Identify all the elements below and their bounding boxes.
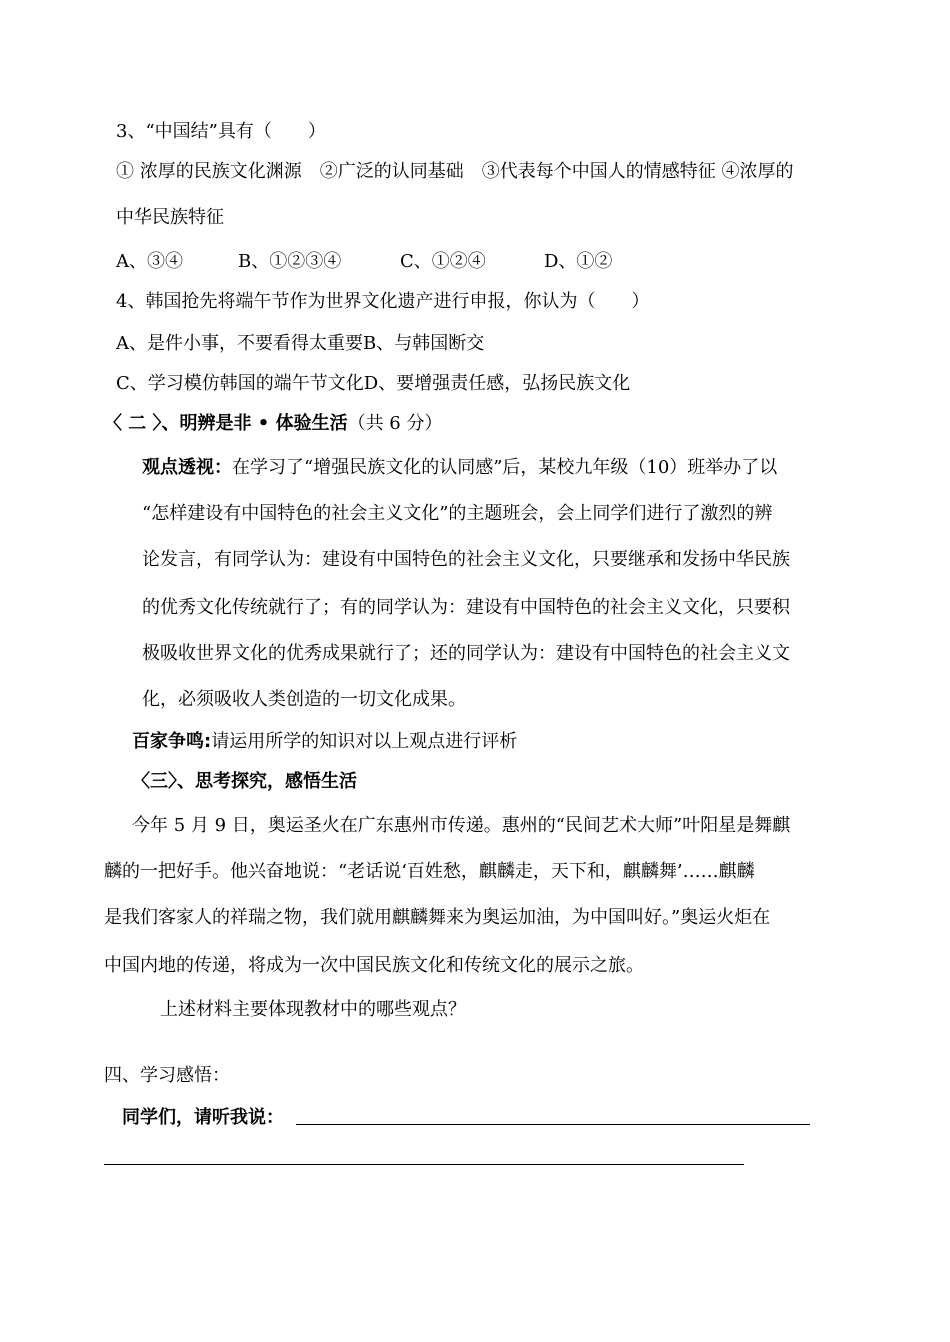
section2-heading bbox=[104, 412, 442, 436]
section3-question: 上述材料主要体现教材中的哪些观点？ bbox=[160, 999, 466, 1020]
q3-option-c: C、①②④ bbox=[400, 251, 486, 272]
q3-option-a: A、③④ bbox=[116, 251, 183, 272]
material-line-3: 是我们客家人的祥瑞之物，我们就用麒麟舞来为奥运加油，为中国叫好。”奥运火炬在 bbox=[104, 907, 771, 928]
section4-prompt: 同学们，请听我说： bbox=[122, 1107, 284, 1128]
material-line-1: 今年 5 月 9 日，奥运圣火在广东惠州市传递。惠州的“民间艺术大师”叶阳星是舞麒 bbox=[132, 815, 791, 836]
section4-heading: 四、学习感悟： bbox=[104, 1065, 230, 1086]
section2-heading-bold: 〈 二 〉、明辨是非 • 体验生活 bbox=[104, 413, 348, 434]
view-line-1 bbox=[142, 456, 777, 480]
view-label: 观点透视： bbox=[142, 457, 232, 478]
answer-line-1[interactable] bbox=[296, 1124, 810, 1125]
view-text-1: 在学习了“增强民族文化的认同感”后，某校九年级（10）班举办了以 bbox=[232, 457, 778, 478]
q3-option-b: B、①②③④ bbox=[238, 251, 342, 272]
view-line-6: 化，必须吸收人类创造的一切文化成果。 bbox=[142, 689, 466, 710]
view-line-4: 的优秀文化传统就行了；有的同学认为：建设有中国特色的社会主义文化，只要积 bbox=[142, 597, 790, 618]
view-line-5: 极吸收世界文化的优秀成果就行了；还的同学认为：建设有中国特色的社会主义文 bbox=[142, 643, 790, 664]
q3-option-d: D、①② bbox=[544, 251, 613, 272]
debate-text: 请运用所学的知识对以上观点进行评析 bbox=[211, 731, 518, 752]
q3-options bbox=[116, 250, 612, 274]
section2-heading-score: （共 6 分） bbox=[347, 413, 443, 434]
debate-label: 百家争鸣: bbox=[132, 731, 212, 752]
view-line-2: “怎样建设有中国特色的社会主义文化”的主题班会，会上同学们进行了激烈的辨 bbox=[142, 503, 773, 524]
view-line-3: 论发言，有同学认为：建设有中国特色的社会主义文化，只要继承和发扬中华民族 bbox=[142, 549, 790, 570]
material-line-4: 中国内地的传递，将成为一次中国民族文化和传统文化的展示之旅。 bbox=[104, 955, 644, 976]
q4-stem: 4、韩国抢先将端午节作为世界文化遗产进行申报，你认为（ ） bbox=[116, 291, 650, 312]
q3-items-line1: ① 浓厚的民族文化渊源 ②广泛的认同基础 ③代表每个中国人的情感特征 ④浓厚的 bbox=[116, 161, 794, 182]
material-line-2: 麟的一把好手。他兴奋地说：“老话说‘百姓愁，麒麟走，天下和，麒麟舞’……麒麟 bbox=[104, 861, 755, 882]
section3-heading: 〈三〉、思考探究，感悟生活 bbox=[132, 771, 357, 792]
q4-options-cd: C、学习模仿韩国的端午节文化D、要增强责任感，弘扬民族文化 bbox=[116, 373, 631, 394]
answer-line-2[interactable] bbox=[104, 1164, 744, 1165]
debate-line bbox=[132, 730, 517, 754]
q3-items-line2: 中华民族特征 bbox=[116, 207, 224, 228]
q3-stem: 3、“中国结”具有（ ） bbox=[116, 121, 326, 142]
q4-options-ab: A、是件小事，不要看得太重要B、与韩国断交 bbox=[116, 333, 485, 354]
